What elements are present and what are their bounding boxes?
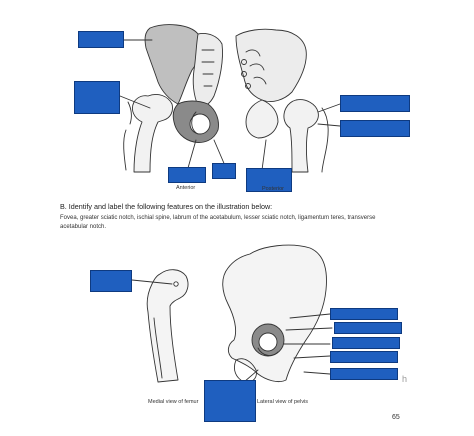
answer-box-2[interactable] (74, 81, 120, 114)
page-number: 65 (392, 414, 400, 421)
answer-box-1[interactable] (78, 31, 124, 48)
answer-box-7[interactable] (340, 120, 410, 137)
caption-pelvis-lateral: Lateral view of pelvis (257, 399, 309, 405)
stray-mark: h (402, 374, 408, 384)
section-b-heading: B. Identify and label the following features on the illustration below: (60, 202, 273, 211)
answer-box-12[interactable] (330, 351, 398, 363)
answer-box-9[interactable] (330, 308, 398, 320)
answer-box-14[interactable] (204, 380, 256, 422)
posterior-hip-view (236, 29, 328, 172)
label-anterior: Anterior (176, 185, 196, 191)
anterior-hip-view (124, 25, 223, 172)
answer-box-8[interactable] (90, 270, 132, 292)
answer-box-10[interactable] (334, 322, 402, 334)
femur-medial-view (132, 270, 188, 382)
answer-box-13[interactable] (330, 368, 398, 380)
pelvis-lateral-view (223, 245, 332, 382)
answer-box-6[interactable] (340, 95, 410, 112)
answer-box-4[interactable] (212, 163, 236, 179)
label-posterior: Posterior (262, 186, 285, 192)
answer-box-11[interactable] (332, 337, 400, 349)
answer-box-3[interactable] (168, 167, 206, 183)
caption-femur-medial: Medial view of femur (148, 399, 199, 405)
section-b-term-list: Fovea, greater sciatic notch, ischial spine, labrum of the acetabulum, lesser sciatic notch, ligamentum teres, transverse acetabular notch. (60, 215, 376, 230)
